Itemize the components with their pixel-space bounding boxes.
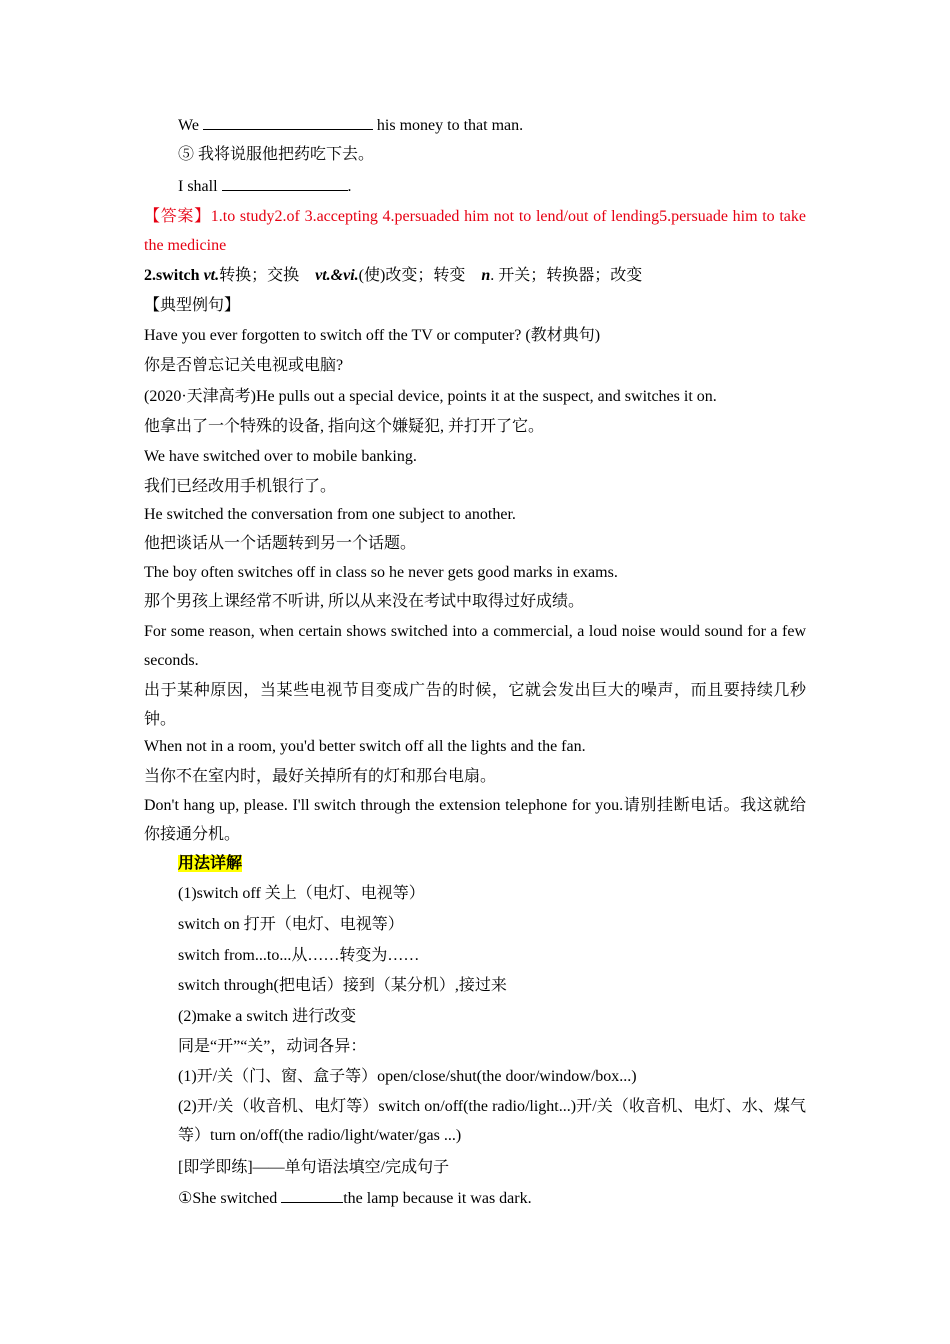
usage-line: [即学即练]——单句语法填空/完成句子 (178, 1159, 450, 1176)
example-line: 他把谈话从一个话题转到另一个话题。 (144, 535, 417, 552)
example-line: 你是否曾忘记关电视或电脑? (144, 357, 344, 374)
answer-blank (222, 175, 348, 191)
exercise-5-chinese: ⑤ 我将说服他把药吃下去。 (178, 146, 375, 163)
exercise-1: ①She switched the lamp because it was dark. (178, 1187, 806, 1210)
usage-line: 同是“开”“关”，动词各异： (178, 1038, 367, 1055)
example-line: For some reason, when certain shows switched into a commercial, a loud noise would sound for a few seconds. (144, 623, 806, 669)
usage-line: (1)switch off 关上（电灯、电视等） (178, 885, 425, 902)
usage-line: switch on 打开（电灯、电视等） (178, 916, 404, 933)
example-line: (2020·天津高考)He pulls out a special device, points it at the suspect, and switches it on. (144, 388, 717, 405)
exercise-4: We his money to that man. (178, 114, 806, 137)
usage-line: (2)make a switch 进行改变 (178, 1008, 357, 1025)
usage-line: switch from...to...从……转变为…… (178, 947, 420, 964)
example-line: 当你不在室内时，最好关掉所有的灯和那台电扇。 (144, 768, 497, 785)
example-line: When not in a room, you'd better switch off all the lights and the fan. (144, 738, 586, 755)
example-line: The boy often switches off in class so he never gets good marks in exams. (144, 564, 618, 581)
example-line: Don't hang up, please. I'll switch through the extension telephone for you.请别挂断电话。我这就给你接通分机。 (144, 797, 806, 843)
usage-line: (2)开/关（收音机、电灯等）switch on/off(the radio/light...)开/关（收音机、电灯、水、煤气等）turn on/off(the radio/light/water/gas ...) (178, 1098, 806, 1144)
entry-heading: 2.switch vt.转换；交换 vt.&vi.(使)改变；转变 n. 开关；转换器；改变 (144, 267, 643, 284)
example-line: 那个男孩上课经常不听讲, 所以从来没在考试中取得过好成绩。 (144, 593, 585, 610)
usage-heading: 用法详解 (178, 855, 243, 872)
answer-blank (203, 114, 373, 130)
example-line: 出于某种原因，当某些电视节目变成广告的时候，它就会发出巨大的噪声，而且要持续几秒钟。 (144, 682, 806, 728)
example-line: 我们已经改用手机银行了。 (144, 478, 337, 495)
example-line: 他拿出了一个特殊的设备, 指向这个嫌疑犯, 并打开了它。 (144, 418, 545, 435)
answer-key: 【答案】1.to study2.of 3.accepting 4.persuaded him not to lend/out of lending5.persuade him to take the medicine (144, 208, 806, 254)
example-line: Have you ever forgotten to switch off the TV or computer? (教材典句) (144, 327, 601, 344)
usage-line: (1)开/关（门、窗、盒子等）open/close/shut(the door/window/box...) (178, 1068, 637, 1085)
example-line: He switched the conversation from one subject to another. (144, 506, 516, 523)
usage-line: switch through(把电话）接到（某分机）,接过来 (178, 977, 507, 994)
exercise-5: I shall . (178, 175, 806, 198)
examples-heading: 【典型例句】 (144, 297, 241, 314)
answer-blank (281, 1187, 343, 1203)
example-line: We have switched over to mobile banking. (144, 448, 417, 465)
